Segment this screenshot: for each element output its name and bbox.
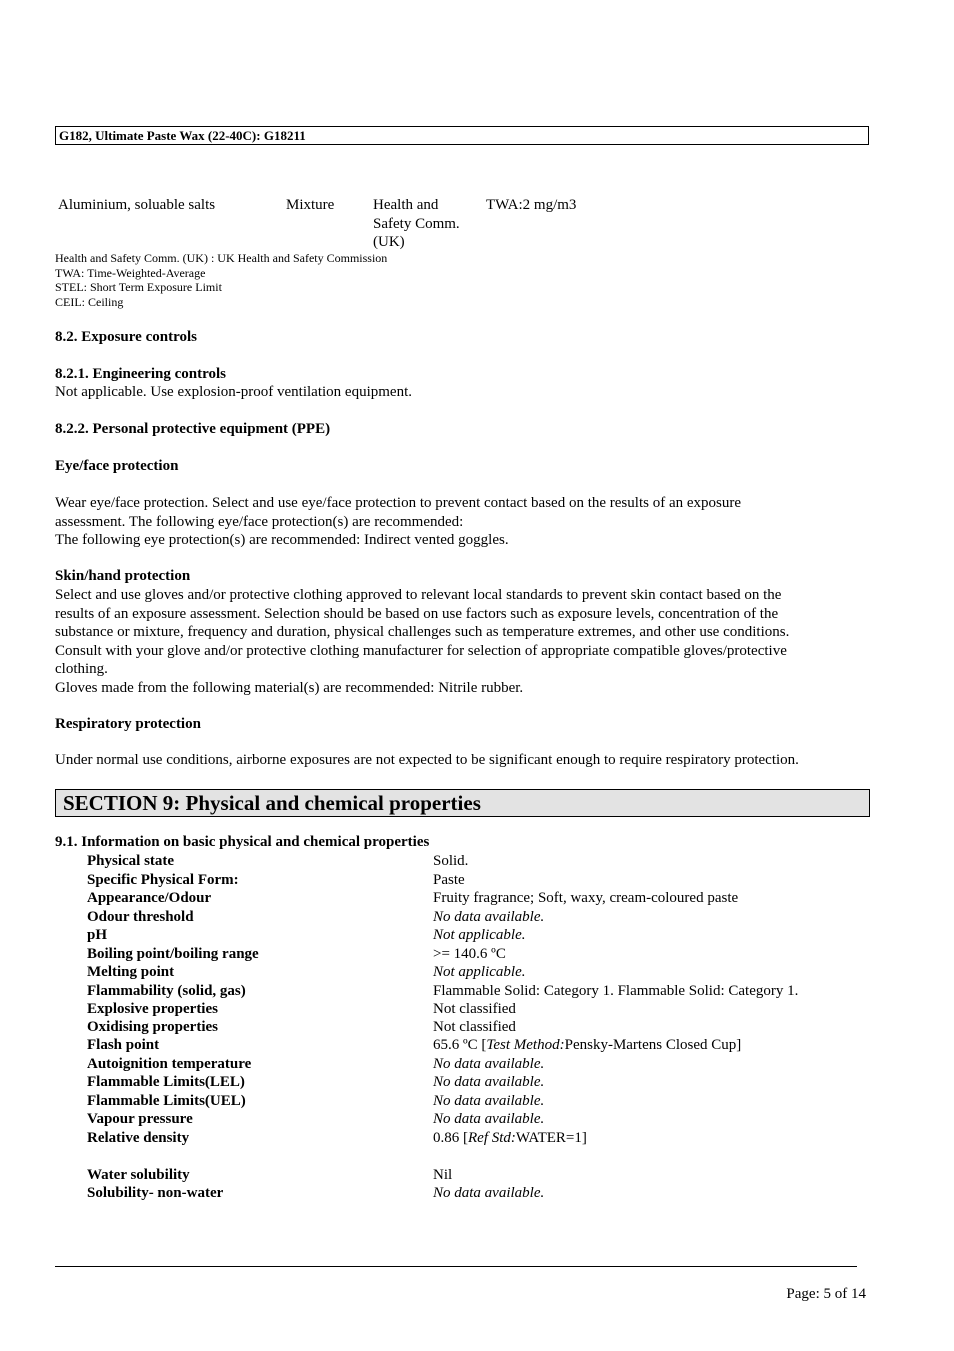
text-line: Consult with your glove and/or protective clothing manufacturer for selection of appropriate compatible gloves/protective bbox=[55, 642, 787, 659]
value-method-label: Test Method: bbox=[486, 1037, 565, 1053]
respiratory-protection-text: Under normal use conditions, airborne exposures are not expected to be significant enough to require respiratory protection. bbox=[55, 752, 799, 768]
property-label: Solubility- non-water bbox=[87, 1185, 224, 1201]
value-text: WATER=1] bbox=[515, 1130, 587, 1146]
property-value: >= 140.6 ºC bbox=[433, 946, 506, 962]
table-note: STEL: Short Term Exposure Limit bbox=[55, 280, 222, 294]
text-line: The following eye protection(s) are recommended: Indirect vented goggles. bbox=[55, 532, 509, 548]
limit-value: TWA:2 mg/m3 bbox=[486, 197, 577, 213]
property-label: Flash point bbox=[87, 1037, 160, 1053]
text-line: Wear eye/face protection. Select and use eye/face protection to prevent contact based on the results of an exposure bbox=[55, 495, 741, 511]
value-text: 65.6 ºC [ bbox=[433, 1037, 487, 1053]
agency-line: Safety Comm. bbox=[373, 215, 460, 232]
property-value: No data available. bbox=[433, 1074, 545, 1090]
table-note: CEIL: Ceiling bbox=[55, 294, 124, 309]
property-value: Nil bbox=[433, 1167, 453, 1183]
eye-protection-heading: Eye/face protection bbox=[55, 458, 179, 474]
property-label: Melting point bbox=[87, 964, 175, 980]
property-value: Not applicable. bbox=[433, 927, 526, 943]
text-line: substance or mixture, frequency and duration, physical challenges such as temperature extremes, and other use conditions. bbox=[55, 624, 790, 640]
property-label: Specific Physical Form: bbox=[87, 872, 239, 888]
text-line: Gloves made from the following material(s) are recommended: Nitrile rubber. bbox=[55, 679, 524, 696]
property-value bbox=[433, 1036, 741, 1055]
property-label: Flammable Limits(LEL) bbox=[87, 1074, 245, 1090]
respiratory-protection-heading: Respiratory protection bbox=[55, 716, 201, 732]
property-value: Not applicable. bbox=[433, 964, 526, 980]
cas-number: Mixture bbox=[286, 197, 335, 213]
text-line: clothing. bbox=[55, 661, 108, 677]
property-label: Physical state bbox=[87, 853, 175, 869]
property-value: No data available. bbox=[433, 1056, 545, 1072]
property-label: Water solubility bbox=[87, 1167, 190, 1183]
property-label: Explosive properties bbox=[87, 1001, 218, 1017]
ingredient-name: Aluminium, soluable salts bbox=[58, 197, 216, 213]
table-note: TWA: Time-Weighted-Average bbox=[55, 265, 206, 280]
engineering-controls-text: Not applicable. Use explosion-proof ventilation equipment. bbox=[55, 384, 412, 400]
eye-protection-text bbox=[55, 494, 741, 550]
agency-line: Health and bbox=[373, 197, 439, 213]
exposure-controls-heading: 8.2. Exposure controls bbox=[55, 329, 197, 345]
table-notes bbox=[55, 251, 387, 309]
property-label: Appearance/Odour bbox=[87, 890, 212, 906]
agency-line: (UK) bbox=[373, 234, 405, 250]
section-9-1-heading: 9.1. Information on basic physical and chemical properties bbox=[55, 834, 430, 850]
property-label: Oxidising properties bbox=[87, 1019, 218, 1035]
engineering-controls-heading: 8.2.1. Engineering controls bbox=[55, 366, 226, 382]
text-line: results of an exposure assessment. Selection should be based on use factors such as exposure levels, concentration of the bbox=[55, 605, 779, 622]
property-label: Autoignition temperature bbox=[87, 1056, 252, 1072]
property-value: No data available. bbox=[433, 1185, 545, 1201]
document-header: G182, Ultimate Paste Wax (22-40C): G18211 bbox=[55, 126, 869, 145]
property-value: No data available. bbox=[433, 1111, 545, 1127]
property-value: No data available. bbox=[433, 909, 545, 925]
section-9-title: SECTION 9: Physical and chemical properties bbox=[55, 789, 870, 817]
value-method-label: Ref Std: bbox=[468, 1130, 516, 1146]
value-text: Pensky-Martens Closed Cup] bbox=[564, 1037, 742, 1053]
property-value: No data available. bbox=[433, 1093, 545, 1109]
property-label: Flammability (solid, gas) bbox=[87, 983, 246, 999]
page-number: Page: 5 of 14 bbox=[786, 1286, 866, 1302]
text-line: assessment. The following eye/face protection(s) are recommended: bbox=[55, 513, 464, 530]
agency-cell bbox=[373, 196, 460, 252]
property-value: Flammable Solid: Category 1. Flammable Solid: Category 1. bbox=[433, 983, 799, 999]
skin-protection-heading: Skin/hand protection bbox=[55, 568, 191, 584]
property-value: Paste bbox=[433, 872, 465, 888]
property-label: Flammable Limits(UEL) bbox=[87, 1093, 246, 1109]
ppe-heading: 8.2.2. Personal protective equipment (PPE) bbox=[55, 421, 331, 437]
property-value: Not classified bbox=[433, 1019, 516, 1035]
property-label: Boiling point/boiling range bbox=[87, 946, 259, 962]
property-value bbox=[433, 1129, 587, 1148]
property-value: Not classified bbox=[433, 1001, 516, 1017]
property-label: Relative density bbox=[87, 1130, 190, 1146]
text-line: Select and use gloves and/or protective clothing approved to relevant local standards to prevent skin contact based on the bbox=[55, 587, 782, 603]
property-label: Odour threshold bbox=[87, 909, 194, 925]
property-label: Vapour pressure bbox=[87, 1111, 193, 1127]
property-label: pH bbox=[87, 927, 108, 943]
property-value: Fruity fragrance; Soft, waxy, cream-coloured paste bbox=[433, 890, 739, 906]
property-value: Solid. bbox=[433, 853, 469, 869]
table-note: Health and Safety Comm. (UK) : UK Health and Safety Commission bbox=[55, 251, 388, 265]
skin-protection-text bbox=[55, 586, 789, 697]
footer-rule bbox=[55, 1266, 857, 1267]
value-text: 0.86 [ bbox=[433, 1130, 468, 1146]
